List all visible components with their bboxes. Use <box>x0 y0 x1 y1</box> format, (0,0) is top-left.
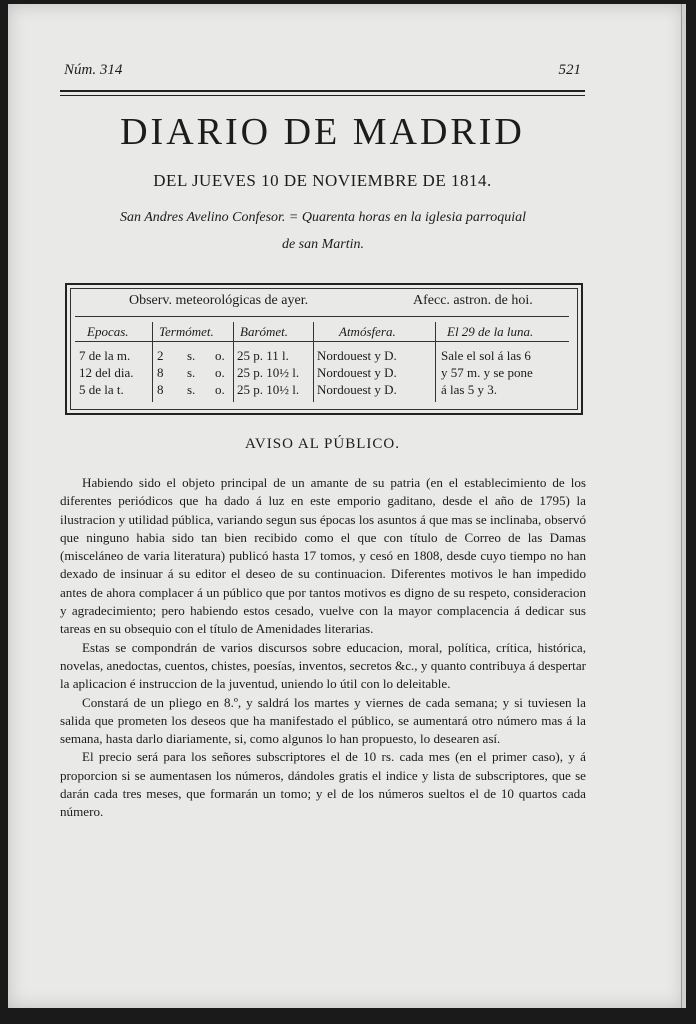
header-rule <box>60 90 585 92</box>
column-divider <box>313 322 314 402</box>
dateline: DEL JUEVES 10 DE NOVIEMBRE DE 1814. <box>153 171 492 190</box>
weather-heading: Observ. meteorológicas de ayer. <box>129 293 309 308</box>
cell-o: o. <box>215 382 225 397</box>
weather-rule-columns <box>75 341 569 342</box>
issue-number: Núm. 314 <box>64 62 123 78</box>
page-number: 521 <box>558 62 581 78</box>
cell-epoca: 5 de la t. <box>79 382 124 397</box>
cell-s: s. <box>187 382 196 397</box>
weather-rule-top <box>75 316 569 317</box>
cell-o: o. <box>215 348 225 363</box>
col-termometro: Termómet. <box>159 324 214 339</box>
cell-o: o. <box>215 365 225 380</box>
cell-epoca: 12 del dia. <box>79 365 134 380</box>
cell-atmosfera: Nordouest y D. <box>317 365 397 380</box>
cell-barometro: 25 p. 10½ l. <box>237 365 300 380</box>
weather-table <box>65 283 583 415</box>
cell-astro: y 57 m. y se pone <box>441 365 533 380</box>
col-luna: El 29 de la luna. <box>447 324 534 339</box>
cell-termo: 8 <box>157 365 164 380</box>
cell-termo: 2 <box>157 348 164 363</box>
saint-of-day-line-1: San Andres Avelino Confesor. = Quarenta horas en la iglesia parroquial <box>120 210 526 225</box>
column-divider <box>152 322 153 402</box>
cell-epoca: 7 de la m. <box>79 348 131 363</box>
astro-heading: Afecc. astron. de hoi. <box>413 293 533 308</box>
cell-s: s. <box>187 348 196 363</box>
saint-of-day-line-2: de san Martin. <box>281 237 365 252</box>
col-barometro: Barómet. <box>240 324 289 339</box>
column-divider <box>233 322 234 402</box>
header-rule-thin <box>60 95 585 96</box>
article-paragraph: Habiendo sido el objeto principal de un amante de su patria (en el establecimiento de los diferentes periódicos que ha dado á luz en este emporio gaditano, desde el año de 1795) la ilustracion y utilidad pública, variando segun sus épocas los asuntos á que mas se inclinaba, observó que ninguno habia sido tan bien recibido como el que con título de Correo de las Damas (misceláneo de varia literatura) publicó hasta 17 tomos, y cesó en 1808, desde cuyo tiempo no han dexado de insinuar á su editor el deseo de su continuacion. Diferentes motivos le han impedido antes de ahora complacer á un público que por tantos motivos es digno de su respeto, consideracion y agradecimiento; pero habiendo estos cesado, vuelve con la mayor complacencia á dedicar sus tareas en su obsequio con el título de Amenidades literarias. <box>60 475 586 637</box>
article-paragraph: Estas se compondrán de varios discursos sobre educacion, moral, política, crítica, histórica, novelas, anedoctas, cuentos, chistes, poesías, inventos, secretos &c., y quanto contribuya á despertar la aplicacion é instruccion de la juventud, uniendo lo útil con lo deleitable. <box>60 639 586 692</box>
cell-atmosfera: Nordouest y D. <box>317 382 397 397</box>
cell-astro: Sale el sol á las 6 <box>441 348 531 363</box>
masthead-title: DIARIO DE MADRID <box>120 111 525 153</box>
cell-termo: 8 <box>157 382 164 397</box>
col-atmosfera: Atmósfera. <box>339 324 396 339</box>
article-paragraph: Constará de un pliego en 8.º, y saldrá los martes y viernes de cada semana; y si tuviesen la salida que prometen los deseos que ha manifestado el público, se aumentará otro número mas á la semana, hasta darlo diariamente, si, como algunos lo han propuesto, lo desearen así. <box>60 694 586 747</box>
cell-s: s. <box>187 365 196 380</box>
cell-astro: á las 5 y 3. <box>441 382 497 397</box>
cell-atmosfera: Nordouest y D. <box>317 348 397 363</box>
page-edge <box>681 4 686 1008</box>
newspaper-page <box>8 4 684 1008</box>
cell-barometro: 25 p. 11 l. <box>237 348 289 363</box>
article-paragraph: El precio será para los señores subscriptores el de 10 rs. cada mes (en el primer caso), y á proporcion si se aumentasen los números, dándoles gratis el indice y lista de subscriptores, que se darán cada tres meses, que formarán un tomo; y el de los números sueltos el de 10 quartos cada número. <box>60 749 586 820</box>
page-header <box>58 62 585 84</box>
column-divider <box>435 322 436 402</box>
notice-heading: AVISO AL PÚBLICO. <box>245 436 400 452</box>
article-body <box>60 474 586 822</box>
cell-barometro: 25 p. 10½ l. <box>237 382 300 397</box>
col-epocas: Epocas. <box>87 324 129 339</box>
